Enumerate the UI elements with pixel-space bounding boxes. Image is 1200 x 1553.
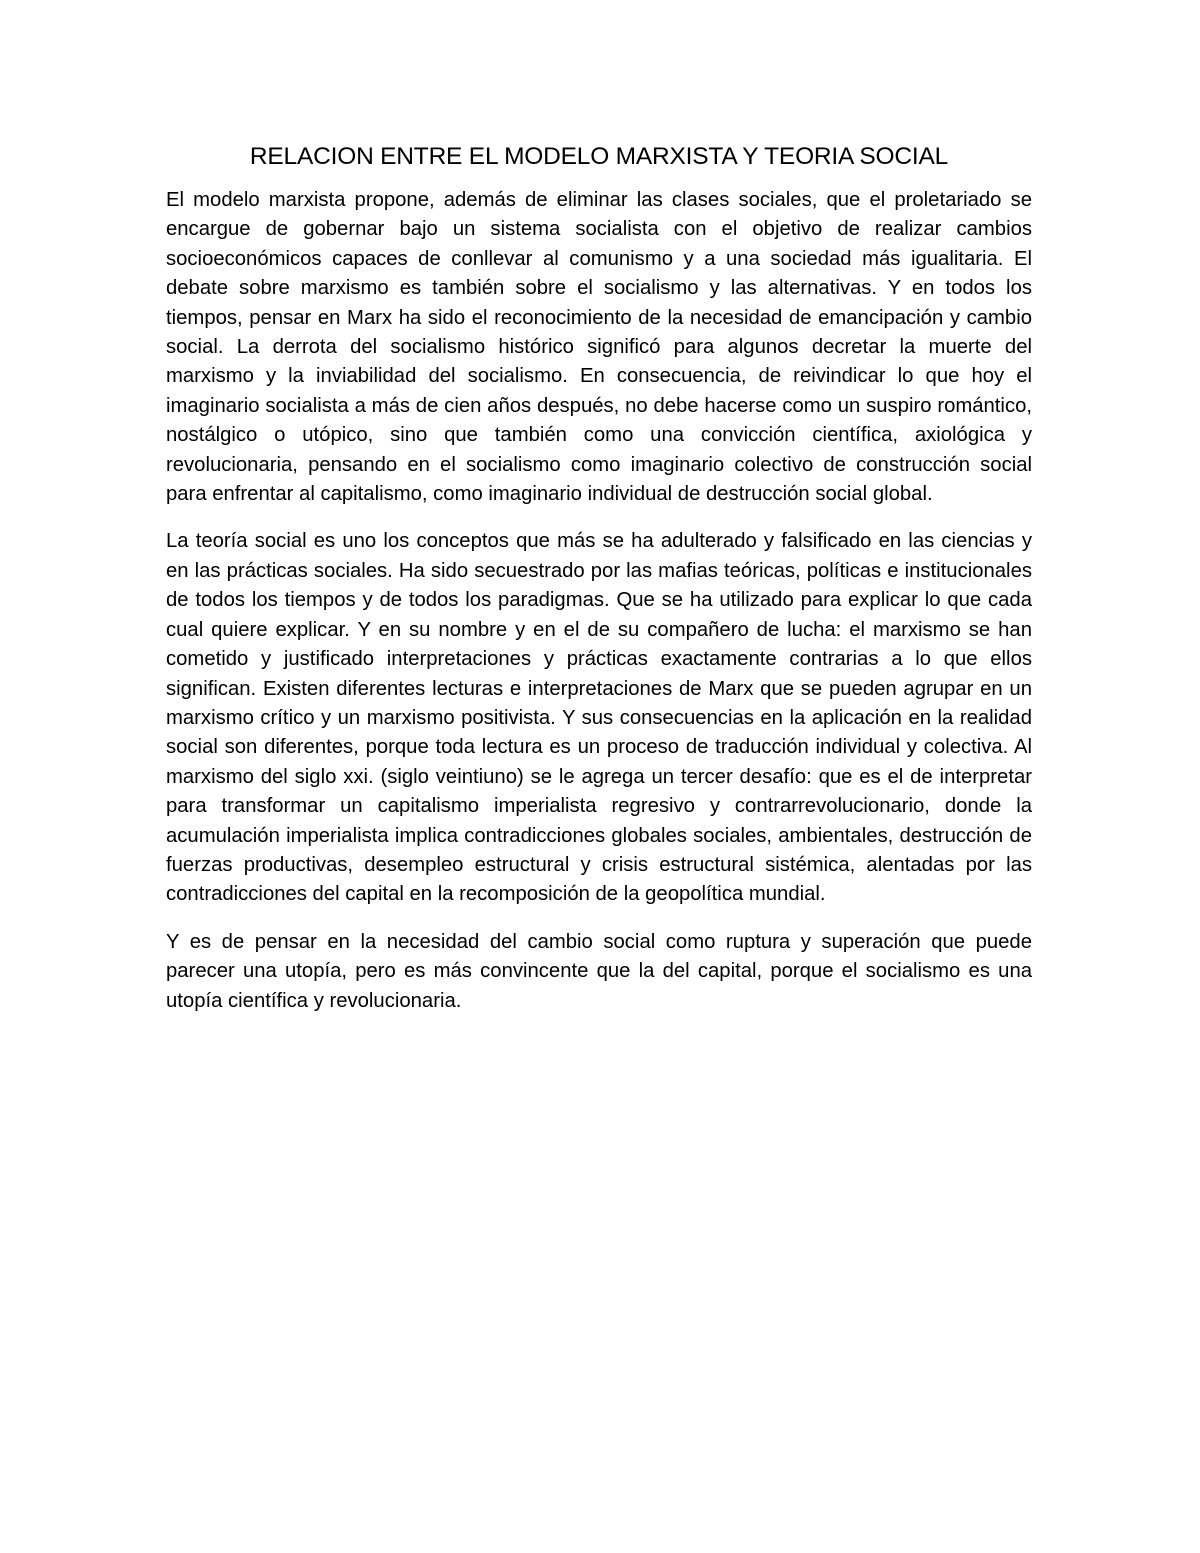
paragraph-2: La teoría social es uno los conceptos que más se ha adulterado y falsificado en las ciencias y en las prácticas sociales. Ha sido secuestrado por las mafias teóricas, políticas e institucionales de todos los tiempos y de todos los paradigmas. Que se ha utilizado para explicar lo que cada cual quiere explicar. Y en su nombre y en el de su compañero de lucha: el marxismo se han cometido y justificado interpretaciones y prácticas exactamente contrarias a lo que ellos significan. Existen diferentes lecturas e interpretaciones de Marx que se pueden agrupar en un marxismo crítico y un marxismo positivista. Y sus consecuencias en la aplicación en la realidad social son diferentes, porque toda lectura es un proceso de traducción individual y colectiva. Al marxismo del siglo xxi. (siglo veintiuno) se le agrega un tercer desafío: que es el de interpretar para transformar un capitalismo imperialista regresivo y contrarrevolucionario, donde la acumulación imperialista implica contradicciones globales sociales, ambientales, destrucción de fuerzas productivas, desempleo estructural y crisis estructural sistémica, alentadas por las contradicciones del capital en la recomposición de la geopolítica mundial. [166, 530, 1032, 906]
paragraph-3: Y es de pensar en la necesidad del cambio social como ruptura y superación que puede parecer una utopía, pero es más convincente que la del capital, porque el socialismo es una utopía científica y revolucionaria. [166, 930, 1032, 1012]
paragraph-1: El modelo marxista propone, además de eliminar las clases sociales, que el proletariado se encargue de gobernar bajo un sistema socialista con el objetivo de realizar cambios socioeconómicos capaces de conllevar al comunismo y a una sociedad más igualitaria. El debate sobre marxismo es también sobre el socialismo y las alternativas. Y en todos los tiempos, pensar en Marx ha sido el reconocimiento de la necesidad de emancipación y cambio social. La derrota del socialismo histórico significó para algunos decretar la muerte del marxismo y la inviabilidad del socialismo. En consecuencia, de reivindicar lo que hoy el imaginario socialista a más de cien años después, no debe hacerse como un suspiro romántico, nostálgico o utópico, sino que también como una convicción científica, axiológica y revolucionaria, pensando en el socialismo como imaginario colectivo de construcción social para enfrentar al capitalismo, como imaginario individual de destrucción social global. [166, 189, 1032, 506]
document-body [166, 140, 1032, 1034]
document-title: RELACION ENTRE EL MODELO MARXISTA Y TEORIA SOCIAL [249, 143, 949, 170]
